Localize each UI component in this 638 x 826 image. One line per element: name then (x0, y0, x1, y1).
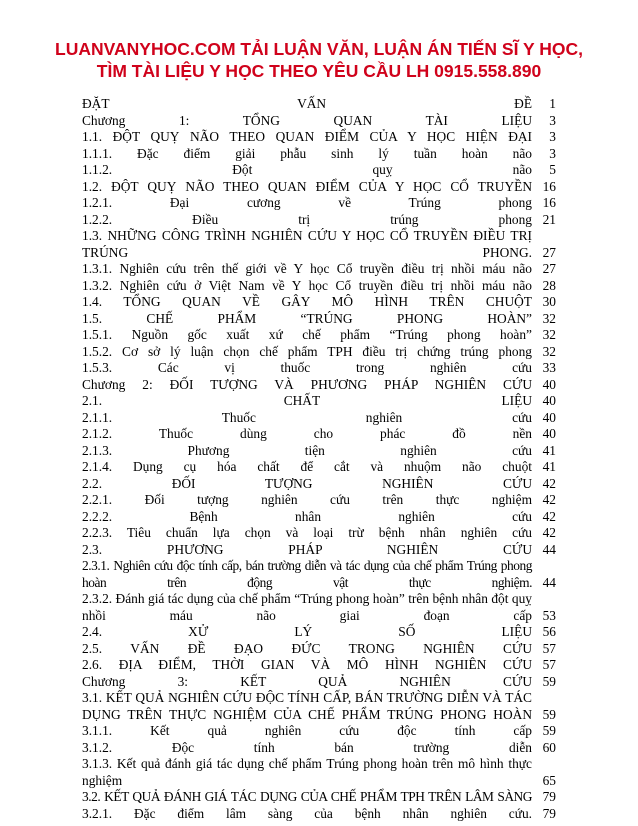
toc-entry (82, 212, 556, 229)
toc-entry (82, 674, 556, 691)
toc-entry-title: 2.3.1. Nghiên cứu độc tính cấp, bán trường diễn và tác dụng của chế phẩm Trúng phong hoàn trên động vật thực nghiệm. (82, 558, 532, 590)
toc-entry-page: 21 (542, 211, 556, 227)
toc-entry (82, 756, 556, 789)
toc-entry (82, 657, 556, 674)
toc-entry-title: 2.2.1. Đối tượng nghiên cứu trên thực nghiệm (82, 492, 532, 507)
toc-entry-page: 53 (542, 607, 556, 623)
toc-entry (82, 179, 556, 196)
toc-entry-page: 1 (549, 96, 556, 111)
toc-entry-page: 16 (542, 178, 556, 194)
toc-entry-page: 3 (549, 129, 556, 144)
toc-entry (82, 113, 556, 130)
toc-entry (82, 509, 556, 526)
toc-entry-title: 1.3. NHỮNG CÔNG TRÌNH NGHIÊN CỨU Y HỌC CỔ TRUYỀN ĐIỀU TRỊ TRÚNG PHONG. (82, 228, 532, 260)
document-header (0, 38, 638, 82)
toc-entry-page: 32 (542, 327, 556, 342)
toc-entry-page: 32 (542, 343, 556, 359)
toc-entry (82, 542, 556, 559)
toc-entry-title: 2.2. ĐỐI TƯỢNG NGHIÊN CỨU (82, 475, 532, 491)
toc-entry-page: 60 (542, 739, 556, 755)
toc-entry (82, 294, 556, 311)
toc-entry (82, 311, 556, 328)
toc-entry-page: 44 (542, 574, 556, 590)
toc-entry-page: 40 (542, 393, 556, 408)
toc-entry-title: 2.1.3. Phương tiện nghiên cứu (82, 442, 532, 458)
toc-entry-page: 27 (542, 261, 556, 276)
toc-entry (82, 195, 556, 212)
toc-entry (82, 591, 556, 624)
toc-entry-page: 57 (542, 657, 556, 672)
toc-entry (82, 228, 556, 261)
toc-entry-title: 3.1.3. Kết quả đánh giá tác dụng chế phẩm Trúng phong hoàn trên mô hình thực nghiệm (82, 756, 532, 788)
toc-entry-page: 5 (549, 162, 556, 177)
toc-entry-title: 2.6. ĐỊA ĐIỂM, THỜI GIAN VÀ MÔ HÌNH NGHIÊN CỨU (82, 657, 532, 672)
toc-entry-title: 3.2.1. Đặc điểm lâm sàng của bệnh nhân nghiên cứu. (82, 805, 532, 821)
toc-entry (82, 261, 556, 278)
toc-entry-title: 1.3.2. Nghiên cứu ở Việt Nam về Y học Cổ truyền điều trị nhồi máu não (82, 277, 532, 293)
toc-entry (82, 278, 556, 295)
toc-entry-page: 79 (542, 789, 556, 804)
toc-entry (82, 806, 556, 823)
toc-entry (82, 789, 556, 806)
toc-entry (82, 129, 556, 146)
toc-entry-page: 40 (542, 426, 556, 441)
toc-entry (82, 723, 556, 740)
toc-entry-page: 57 (542, 640, 556, 656)
toc-entry-title: 2.1.1. Thuốc nghiên cứu (82, 409, 532, 425)
toc-entry-title: 3.1.2. Độc tính bán trường diễn (82, 739, 532, 755)
toc-entry (82, 426, 556, 443)
toc-entry-page: 41 (542, 459, 556, 474)
toc-entry (82, 558, 556, 591)
toc-entry-page: 3 (549, 145, 556, 161)
toc-entry (82, 492, 556, 509)
toc-entry-title: 3.1. KẾT QUẢ NGHIÊN CỨU ĐỘC TÍNH CẤP, BÁN TRƯỜNG DIỄN VÀ TÁC DỤNG TRÊN THỰC NGHIỆM CỦA CHẾ PHẨM TRÚNG PHONG HOÀN (82, 690, 532, 722)
toc-entry-title: 1.1.1. Đặc điểm giải phẫu sinh lý tuần hoàn não (82, 145, 532, 161)
toc-entry-title: 2.4. XỬ LÝ SỐ LIỆU (82, 624, 532, 639)
toc-entry-title: 1.1. ĐỘT QUỴ NÃO THEO QUAN ĐIỂM CỦA Y HỌC HIỆN ĐẠI (82, 129, 532, 144)
toc-entry-title: 1.4. TỔNG QUAN VỀ GÂY MÔ HÌNH TRÊN CHUỘT (82, 294, 532, 309)
toc-entry-page: 32 (542, 310, 556, 326)
toc-entry-title: 1.2. ĐỘT QUỴ NÃO THEO QUAN ĐIỂM CỦA Y HỌC CỔ TRUYỀN (82, 178, 532, 194)
toc-entry-page: 42 (542, 508, 556, 524)
toc-entry-page: 33 (542, 360, 556, 375)
toc-entry-title: 2.2.3. Tiêu chuẩn lựa chọn và loại trừ bệnh nhân nghiên cứu (82, 525, 532, 540)
toc-entry (82, 327, 556, 344)
toc-entry-title: 3.1.1. Kết quả nghiên cứu độc tính cấp (82, 723, 532, 738)
toc-entry-title: 2.3.2. Đánh giá tác dụng của chế phẩm “Trúng phong hoàn” trên bệnh nhân đột quỵ nhồi máu não giai đoạn cấp (82, 591, 532, 623)
toc-entry-title: 1.1.2. Đột quỵ não (82, 162, 532, 177)
toc-entry-title: 1.2.1. Đại cương về Trúng phong (82, 195, 532, 210)
toc-entry-page: 59 (542, 723, 556, 738)
toc-entry-title: 1.3.1. Nghiên cứu trên thế giới về Y học Cổ truyền điều trị nhồi máu não (82, 261, 532, 276)
toc-entry-page: 27 (542, 244, 556, 260)
toc-entry-title: Chương 3: KẾT QUẢ NGHIÊN CỨU (82, 673, 532, 689)
toc-entry-page: 79 (542, 805, 556, 821)
toc-entry (82, 624, 556, 641)
toc-entry-page: 42 (542, 525, 556, 540)
toc-entry-title: 1.5. CHẾ PHẨM “TRÚNG PHONG HOÀN” (82, 310, 532, 326)
toc-entry (82, 377, 556, 394)
toc-entry-page: 59 (542, 673, 556, 689)
toc-entry (82, 690, 556, 723)
toc-entry-page: 30 (542, 294, 556, 309)
toc-entry-title: 2.1. CHẤT LIỆU (82, 393, 532, 408)
toc-entry-page: 3 (549, 112, 556, 128)
toc-entry-page: 56 (542, 624, 556, 639)
toc-entry (82, 344, 556, 361)
toc-entry-title: 1.5.2. Cơ sở lý luận chọn chế phẩm TPH điều trị chứng trúng phong (82, 343, 532, 359)
toc-entry (82, 96, 556, 113)
toc-entry-page: 42 (542, 492, 556, 507)
toc-entry (82, 146, 556, 163)
toc-entry-title: ĐẶT VẤN ĐỀ (82, 96, 532, 111)
toc-entry-title: Chương 2: ĐỐI TƯỢNG VÀ PHƯƠNG PHÁP NGHIÊN CỨU (82, 376, 532, 392)
toc-entry-title: 2.1.2. Thuốc dùng cho phác đồ nền (82, 426, 532, 441)
toc-entry-title: 2.1.4. Dụng cụ hóa chất để cắt và nhuộm não chuột (82, 459, 532, 474)
toc-entry-page: 40 (542, 409, 556, 425)
toc-entry (82, 740, 556, 757)
toc-entry (82, 476, 556, 493)
toc-entry-page: 59 (542, 706, 556, 722)
toc-entry-page: 42 (542, 475, 556, 491)
toc-entry (82, 459, 556, 476)
toc-entry-page: 16 (542, 195, 556, 210)
toc-entry-title: 1.5.1. Nguồn gốc xuất xứ chế phẩm “Trúng phong hoàn” (82, 327, 532, 342)
toc-entry (82, 443, 556, 460)
toc-entry-title: 2.5. VẤN ĐỀ ĐẠO ĐỨC TRONG NGHIÊN CỨU (82, 640, 532, 656)
toc-entry (82, 641, 556, 658)
toc-entry-page: 44 (542, 541, 556, 557)
toc-entry (82, 162, 556, 179)
toc-entry-title: 1.5.3. Các vị thuốc trong nghiên cứu (82, 360, 532, 375)
toc-entry-title: 2.2.2. Bệnh nhân nghiên cứu (82, 508, 532, 524)
header-line-1: LUANVANYHOC.COM TẢI LUẬN VĂN, LUẬN ÁN TIẾN SĨ Y HỌC, (55, 39, 583, 59)
toc-entry-page: 65 (542, 772, 556, 788)
toc-entry-title: 1.2.2. Điều trị trúng phong (82, 211, 532, 227)
toc-entry-title: 3.2. KẾT QUẢ ĐÁNH GIÁ TÁC DỤNG CỦA CHẾ PHẨM TPH TRÊN LÂM SÀNG (82, 789, 532, 804)
toc-entry-page: 40 (542, 376, 556, 392)
toc-entry (82, 393, 556, 410)
toc-entry-title: Chương 1: TỔNG QUAN TÀI LIỆU (82, 112, 532, 128)
table-of-contents (82, 96, 556, 822)
toc-entry-page: 41 (542, 442, 556, 458)
toc-entry (82, 525, 556, 542)
toc-entry (82, 410, 556, 427)
toc-entry (82, 360, 556, 377)
header-line-2: TÌM TÀI LIỆU Y HỌC THEO YÊU CẦU LH 0915.558.890 (96, 61, 542, 81)
toc-entry-title: 2.3. PHƯƠNG PHÁP NGHIÊN CỨU (82, 541, 532, 557)
toc-entry-page: 28 (542, 277, 556, 293)
